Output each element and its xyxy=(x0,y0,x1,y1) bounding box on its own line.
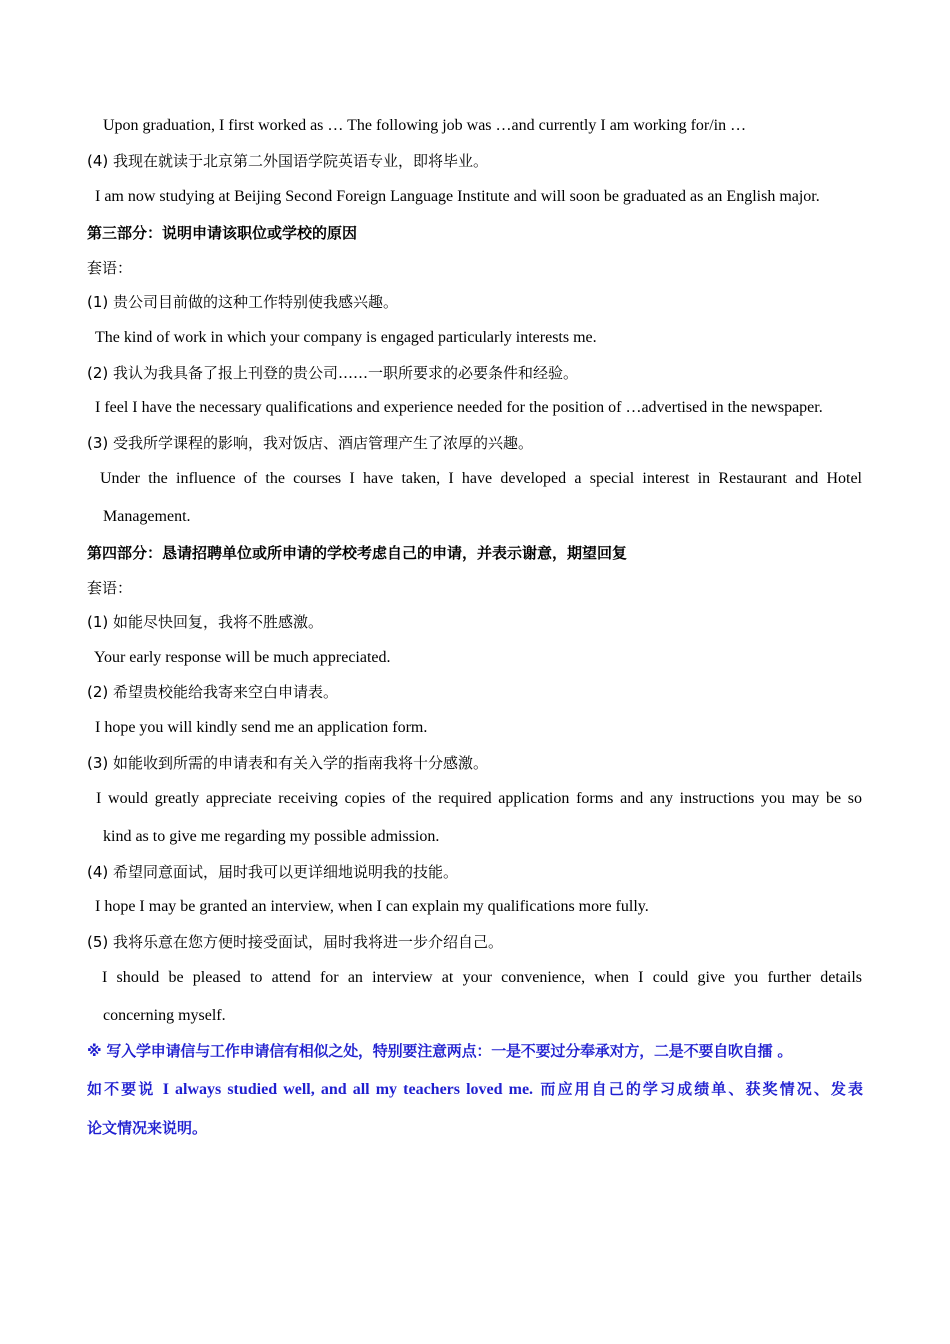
phrase-4-english: I am now studying at Beijing Second Foreign Language Institute and will soon be graduated as an English major. xyxy=(95,188,820,205)
s3-phrase-2-chinese: (2) 我认为我具备了报上刊登的贵公司……一职所要求的必要条件和经验。 xyxy=(87,364,579,382)
s4-phrase-3-chinese: (3) 如能收到所需的申请表和有关入学的指南我将十分感激。 xyxy=(87,754,489,772)
s4-phrase-2-english: I hope you will kindly send me an application form. xyxy=(95,719,428,736)
s4-phrase-5-english-line2: concerning myself. xyxy=(103,1007,226,1024)
s4-phrase-2-chinese: (2) 希望贵校能给我寄来空白申请表。 xyxy=(87,683,339,701)
s4-phrase-4-english: I hope I may be granted an interview, when I can explain my qualifications more fully. xyxy=(95,898,649,915)
s4-phrase-5-english-line1: I should be pleased to attend for an interview at your convenience, when I could give you further details xyxy=(102,969,862,986)
section-4-label: 套语： xyxy=(87,579,133,597)
s3-phrase-3-english-line1: Under the influence of the courses I have taken, I have developed a special interest in Restaurant and Hotel xyxy=(100,470,862,487)
s4-phrase-3-english-line2: kind as to give me regarding my possible admission. xyxy=(103,828,440,845)
section-4-heading: 第四部分：恳请招聘单位或所申请的学校考虑自己的申请，并表示谢意，期望回复 xyxy=(87,544,628,562)
s4-phrase-4-chinese: (4) 希望同意面试，届时我可以更详细地说明我的技能。 xyxy=(87,863,459,881)
note-line-2 xyxy=(87,1079,863,1100)
note-line-2-english-example: I always studied well, and all my teachers loved me. xyxy=(162,1081,534,1098)
upon-graduation-example: Upon graduation, I first worked as … The following job was …and currently I am working for/in … xyxy=(103,117,747,134)
s3-phrase-2-english: I feel I have the necessary qualifications and experience needed for the position of …advertised in the newspaper. xyxy=(95,399,823,416)
s4-phrase-3-english-line1: I would greatly appreciate receiving copies of the required application forms and any instructions you may be so xyxy=(96,790,862,807)
s3-phrase-3-english-line2: Management. xyxy=(103,508,191,525)
s4-phrase-1-english: Your early response will be much appreciated. xyxy=(94,649,391,666)
section-3-label: 套语： xyxy=(87,259,133,277)
note-line-2-prefix: 如不要说 xyxy=(87,1080,163,1098)
s4-phrase-5-chinese: (5) 我将乐意在您方便时接受面试，届时我将进一步介绍自己。 xyxy=(87,933,504,951)
note-line-2-suffix: 而应用自己的学习成绩单、获奖情况、发表 xyxy=(533,1080,864,1098)
section-3-heading: 第三部分：说明申请该职位或学校的原因 xyxy=(87,224,358,242)
s3-phrase-1-chinese: (1) 贵公司目前做的这种工作特别使我感兴趣。 xyxy=(87,293,399,311)
s4-phrase-1-chinese: (1) 如能尽快回复，我将不胜感激。 xyxy=(87,613,324,631)
phrase-4-chinese: (4) 我现在就读于北京第二外国语学院英语专业，即将毕业。 xyxy=(87,152,489,170)
note-line-1: ※ 写入学申请信与工作申请信有相似之处，特别要注意两点：一是不要过分奉承对方，二是不要自吹自擂 。 xyxy=(87,1042,793,1060)
note-line-3: 论文情况来说明。 xyxy=(87,1119,208,1137)
s3-phrase-3-chinese: (3) 受我所学课程的影响，我对饭店、酒店管理产生了浓厚的兴趣。 xyxy=(87,434,534,452)
s3-phrase-1-english: The kind of work in which your company is engaged particularly interests me. xyxy=(95,329,597,346)
